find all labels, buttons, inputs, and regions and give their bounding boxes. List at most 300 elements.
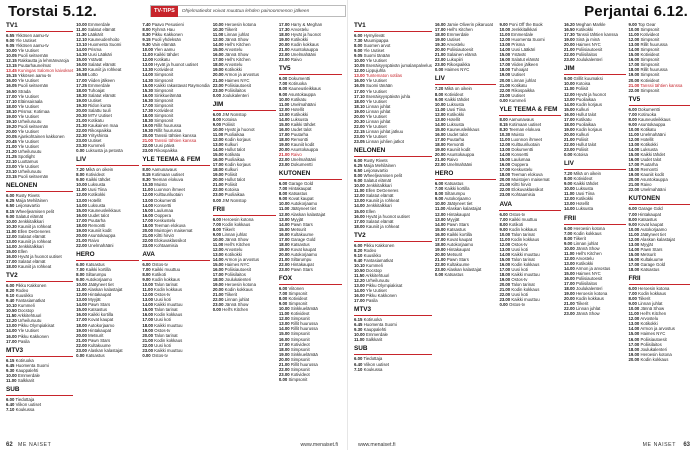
program-time: 14.00 (563, 101, 575, 107)
program-title: Rillit huurussa (290, 361, 318, 367)
program-title: Teeman elokuva (511, 172, 543, 178)
program-title: Kotivideot (573, 176, 593, 182)
program-title: Hotellit (575, 201, 590, 207)
program-time: 11.00 (76, 187, 87, 193)
program-time: 20.00 (628, 177, 640, 183)
program-title: Kodin korjaus (575, 101, 602, 107)
channel-heading: FRII (629, 275, 691, 285)
program-time: 23.00 (563, 147, 575, 153)
program-title: Pikku Kakkonen (151, 32, 183, 38)
program-title: Kauneusleikkaus (88, 207, 121, 213)
program-title: Garage Gold (290, 236, 316, 242)
program-time: 11.00 (142, 52, 153, 58)
program-title: Garage Gold (638, 206, 663, 212)
program-time: 17.00 (628, 341, 640, 347)
program-time: 9.00 (142, 277, 151, 283)
program-title: Salainen elämä (446, 52, 477, 58)
program-title: Rillit huurussa (640, 67, 668, 73)
program-title: Simpsonit (290, 331, 310, 337)
program-time: 10.00 (212, 22, 224, 27)
program-title: Armon ja arvostus (640, 326, 675, 332)
program-time: 21.00 (76, 117, 87, 123)
program-time: 23.00 (76, 347, 87, 353)
program-time: 0.00 (434, 272, 444, 278)
program-title: Paavo Pesusieni (151, 22, 184, 27)
program-title: Kaikki muuttuu (509, 216, 538, 222)
program-title: Kodin kokkaus (509, 226, 537, 232)
program-title: Luonnon ihmeet (511, 136, 542, 142)
program-time: 18.10 (354, 103, 365, 109)
program-title: Simpsonit (640, 47, 660, 53)
program-time: 23.00 (434, 267, 446, 273)
program-time: 17.00 (434, 236, 446, 242)
program-title: Autokorjaamo (85, 277, 113, 283)
program-time: 14.00 (563, 265, 575, 271)
program-title: Tanssii tähtien kanssa (154, 138, 197, 144)
program-time: 18.30 (142, 117, 154, 123)
program-title: Uutiset (446, 37, 461, 43)
program-title: Metsurit (640, 251, 656, 257)
program-title: Kaikki muuttuu (154, 347, 183, 353)
program-time: 13.00 (628, 321, 640, 327)
program-title: Kovat kaupat (290, 246, 316, 252)
program-time: 18.00 (628, 346, 640, 352)
channel-heading: YLE TEEMA & FEM (499, 106, 561, 116)
program-time: 15.00 (499, 256, 511, 262)
program-time: 8.30 (499, 126, 508, 132)
program-time: 14.00 (76, 202, 87, 208)
program-time: 17.00 (142, 217, 154, 223)
program-time: 17.00 (354, 88, 365, 94)
program-time: 21.00 (6, 144, 17, 150)
program-title: Kaikki muuttuu (511, 297, 540, 303)
program-title: Kotikokki (88, 192, 106, 198)
program-listing (354, 139, 432, 144)
program-time: 20.30 (76, 112, 87, 118)
program-title: Uusi Tiina (575, 191, 595, 197)
program-time: 23.00 (142, 242, 154, 248)
program-title: Heroesin kotona (224, 282, 256, 288)
program-time: 16.50 (563, 27, 575, 33)
program-title: Luksusta (575, 186, 594, 192)
program-time: 9.00 (212, 121, 222, 127)
program-time: 7.00 (563, 230, 573, 236)
program-title: Kotivideot (154, 107, 174, 113)
program-time: 23.00 (563, 311, 575, 317)
program-time: 22.00 (278, 261, 290, 267)
program-time: 11.00 (499, 136, 510, 142)
left-page-header (0, 2, 348, 22)
program-time: 8.00 (434, 91, 444, 97)
program-title: Jäätyneet tiet (446, 201, 473, 207)
program-title: Leijonavartio (15, 203, 40, 209)
program-time: 15.00 (628, 152, 640, 158)
program-title: Puoliaikaa (224, 192, 245, 198)
program-time: 6.00 (354, 158, 363, 164)
program-title: Linnan juhlat (573, 240, 598, 246)
program-time: 13.00 (434, 216, 446, 222)
program-title: Kaukainen maa (88, 122, 118, 128)
program-title: Uudet talot (290, 126, 312, 132)
listing-column (279, 22, 342, 435)
program-title: Pasila (17, 338, 30, 344)
program-title: Salatut elämät (87, 27, 116, 33)
program-time: 10.00 (499, 231, 511, 237)
program-time: 13.00 (212, 141, 224, 147)
program-time: 17.00 (6, 338, 17, 344)
program-time: 17.00 (354, 218, 365, 224)
program-time: 17.00 (628, 62, 640, 68)
program-title: Hintakaupat (638, 211, 662, 217)
program-title: Asuntokauppa (87, 232, 116, 238)
program-time: 17.30 (563, 32, 575, 38)
program-title: Kotoisa (222, 116, 237, 122)
program-title: Uusi koti (154, 297, 171, 303)
program-title: Katsastus (85, 261, 105, 267)
program-title: Kotikoti (509, 221, 524, 227)
program-listing (435, 272, 497, 277)
program-time: 12.00 (142, 292, 154, 298)
program-title: Itsenäisyyspäivän juhla (365, 93, 411, 99)
program-listing (564, 57, 626, 62)
program-title: Kauniit kodit (640, 172, 664, 178)
program-time: 17.00 (278, 341, 290, 347)
program-title: Urheiluruutu (365, 278, 390, 284)
program-time: 13.00 (434, 116, 446, 122)
program-time: 17.00 (142, 102, 154, 108)
program-time: 7.10 (354, 366, 363, 372)
program-title: Arkkitehtuuri (17, 313, 42, 319)
program-time: 12.00 (278, 106, 290, 112)
program-title: Kotivideot (290, 371, 310, 377)
channel-heading: TV1 (6, 22, 73, 32)
program-title: Ystävät (511, 52, 526, 58)
program-time: 16.00 (142, 212, 154, 218)
program-title: Myyjät (290, 216, 304, 222)
program-title: Hintakaupat (288, 186, 312, 192)
program-title: Poliisit (575, 86, 589, 92)
program-title: Urheiluruutu (17, 169, 42, 175)
program-time: 9.00 (212, 231, 222, 237)
listing-column (629, 22, 691, 435)
channel-heading: SUB (354, 345, 432, 355)
program-time: 10.10 (354, 262, 365, 268)
program-title: Ellen (17, 248, 28, 254)
program-title: Jamie Oliverin pikaruoat (446, 22, 493, 27)
program-title: Simpsonit (640, 62, 660, 68)
program-time: 16.00 (212, 267, 224, 273)
program-time: 20.00 (142, 133, 154, 139)
program-title: Kotikokki (640, 321, 658, 327)
program-title: Pawn Stars (446, 221, 469, 227)
program-time: 12.00 (563, 91, 575, 97)
program-time: 16.00 (354, 213, 365, 219)
program-title: Uusi koti (511, 267, 528, 273)
program-title: Uusi koti (511, 292, 528, 298)
program-title: Kotikokki (290, 111, 309, 117)
program-time: 11.00 (434, 206, 446, 212)
program-title: Poliisit (224, 182, 238, 188)
program-time: 20.00 (499, 282, 511, 288)
program-time: 21.00 (563, 47, 575, 53)
program-time: 17.25 (76, 82, 87, 88)
program-title: Kaikki tähdet (444, 96, 470, 102)
program-time: 10.00 (354, 183, 365, 189)
program-time: 22.00 (76, 127, 87, 133)
program-title: Elokuvaklassikot (511, 187, 544, 193)
program-title: Itsenäisyyspäivän jumalanpalvelus (365, 63, 432, 69)
program-title: Kovat kaupat (638, 221, 664, 227)
program-title: Kotiruoka (638, 111, 657, 117)
program-title: Poliisiautoesit (575, 47, 603, 53)
program-title: Kauppalehti (363, 327, 387, 333)
program-title: Keskustelu (154, 217, 176, 223)
program-title: Rillit huurussa (290, 321, 318, 327)
program-time: 8.30 (142, 177, 151, 183)
program-time: 8.00 (628, 296, 637, 302)
program-title: Pikku Kakkonen (17, 333, 49, 339)
program-title: Wheeljeamisen pelit (363, 173, 403, 179)
program-title: Tiikerit (224, 292, 238, 298)
left-site: www.menaiset.fi (300, 442, 338, 448)
program-time: 13.00 (499, 42, 511, 48)
program-time: 19.00 (563, 126, 575, 132)
program-title: Mikä on oikein (573, 171, 602, 177)
channel-heading: KUTONEN (279, 170, 342, 180)
program-time: 21.00 (142, 337, 154, 343)
program-title: Kaikki muuttuu (154, 322, 183, 328)
program-time: 6.15 (6, 357, 15, 363)
program-title: Heroesin kotona (573, 225, 605, 231)
program-time: 17.00 (212, 272, 224, 278)
program-time: 19.00 (278, 246, 290, 252)
program-title: Fantasiamatkat (363, 257, 393, 263)
program-time: 12.00 (6, 233, 17, 239)
program-title: Hullut talot (575, 111, 597, 117)
program-title: Lukupiiri (446, 57, 463, 63)
program-title: Kultakuume (446, 261, 470, 267)
program-title: Poliisit (575, 147, 589, 153)
program-title: Yle Uutiset (17, 138, 39, 144)
program-title: Huomenta Suomi (363, 322, 397, 328)
program-title: Ooppera (154, 212, 172, 218)
program-title: Hintakaupat (446, 211, 470, 217)
program-time: 11.00 (434, 106, 446, 112)
program-title: Haimes NYC (640, 331, 666, 337)
program-title: Haimes NYC (224, 77, 250, 83)
program-title: Kultakuume (290, 231, 314, 237)
program-title: Rillit huurussa (154, 122, 182, 128)
program-time: 16.00 (76, 312, 87, 318)
channel-heading: MTV3 (354, 306, 432, 316)
program-time: 0.00 (434, 67, 444, 73)
program-time: 19.30 (434, 42, 446, 48)
program-time: 12.00 (354, 68, 365, 74)
program-title: Kaikki muuttuu (151, 267, 181, 273)
program-time: 11.00 (499, 236, 510, 242)
program-title: Puutarha (290, 131, 309, 137)
program-title: Kotivideot (640, 32, 660, 38)
program-title: Katsastus (85, 352, 105, 358)
program-time: 10.00 (6, 372, 17, 378)
program-time: 15.00 (499, 52, 511, 58)
program-time: 10.05 (354, 63, 365, 69)
program-time: 23.05 (354, 138, 365, 144)
program-title: Sinkkuelämää (290, 306, 318, 312)
program-title: Salatut elämät (88, 92, 116, 98)
program-time: 7.00 (278, 186, 288, 192)
program-time: 9.00 (6, 213, 15, 219)
program-title: Jännä Show (224, 52, 249, 58)
program-title: Arvostelu (224, 246, 243, 252)
program-title: Simpsonit (288, 376, 308, 382)
program-time: 19.00 (563, 291, 575, 297)
program-time: 11.00 (628, 32, 640, 38)
program-time: 10.50 (6, 308, 17, 314)
program-title: Simpsonit (290, 356, 310, 362)
program-title: Kodin korjaus (224, 162, 251, 168)
program-time: 0.00 (499, 97, 508, 103)
program-time: 19.00 (76, 97, 87, 103)
program-time: 18.00 (76, 222, 87, 228)
program-time: 10.00 (434, 101, 446, 107)
program-time: 8.00 (76, 272, 85, 278)
program-title: Uusi Lääkäri (88, 52, 113, 58)
program-time: 16.00 (628, 336, 640, 342)
program-time: 23.00 (278, 57, 290, 63)
program-time: 18.00 (278, 346, 290, 352)
program-time: 8.00 (354, 43, 363, 49)
program-title: Simpsonit (288, 301, 308, 307)
program-time: 7.20 (563, 171, 573, 177)
program-time: 15.00 (212, 47, 224, 53)
program-title: Joulukalenteri (222, 92, 249, 98)
program-time: 22.00 (434, 57, 446, 63)
program-time: 0.00 (76, 352, 85, 358)
program-time: 12.00 (563, 255, 575, 261)
program-time: 0.00 (212, 307, 222, 313)
program-title: Yle Uutiset (17, 103, 39, 109)
program-title: Katsastus (288, 191, 308, 197)
program-title: Simpsonit (154, 72, 174, 78)
program-title: Simpsonit (290, 336, 310, 342)
program-time: 16.00 (499, 261, 511, 267)
program-time: 19.00 (628, 351, 640, 357)
program-title: Alaskan kalastajat (446, 267, 482, 273)
program-listing (279, 162, 342, 167)
program-time: 6.15 (354, 317, 363, 323)
program-title: Siltarumpu (290, 256, 312, 262)
program-title: Hell's Kitchen (224, 42, 251, 48)
program-time: 17.00 (6, 93, 17, 99)
program-time: 20.00 (354, 113, 365, 119)
program-time: 10.00 (354, 58, 365, 64)
program-time: 7.20 (434, 86, 444, 92)
program-time: 12.15 (6, 58, 17, 64)
program-title: Kummeli (88, 143, 105, 149)
program-title: Remontti (88, 222, 106, 228)
program-title: Vain elämää (151, 42, 176, 48)
program-listing (6, 378, 73, 383)
channel-heading: JIM (564, 65, 626, 75)
program-time: 21.00 (434, 52, 446, 58)
program-title: Jäätyneet tiet (88, 282, 114, 288)
program-title: Puutarha (88, 217, 106, 223)
program-time: 20.00 (278, 356, 290, 362)
program-listing (354, 367, 432, 372)
program-title: Ystävät (88, 57, 103, 63)
program-time: 18.00 (142, 112, 154, 118)
program-time: 19.00 (434, 37, 446, 43)
program-title: Poliisit (575, 136, 589, 142)
program-time: 17.00 (6, 258, 17, 264)
program-title: Muistojen maisemat (154, 227, 193, 233)
program-time: 20.00 (628, 77, 640, 83)
program-listing (629, 357, 691, 362)
program-time: 20.00 (76, 107, 87, 113)
program-time: 14.00 (278, 326, 290, 332)
channel-heading: KUTONEN (629, 195, 691, 205)
program-title: Hell's Kitchen (224, 241, 251, 247)
program-title: Kotikoti (151, 272, 166, 278)
program-time: 23.00 (499, 192, 511, 198)
program-time: 16.00 (6, 253, 17, 259)
program-title: Kotoisa (575, 81, 591, 87)
program-title: Siltarumpu (444, 191, 466, 197)
program-title: Kauppalehti (15, 367, 39, 373)
program-time: 23.00 (212, 302, 224, 308)
program-time: 18.00 (6, 103, 17, 109)
program-title: Myyjät (640, 241, 653, 247)
program-title: Simpsonit (640, 27, 660, 33)
program-title: Kauniit ja rohkeat (88, 67, 122, 73)
program-time: 22.00 (628, 187, 640, 193)
program-title: Pawn Stars (446, 256, 469, 262)
program-time: 14.00 (628, 147, 640, 153)
program-title: Yle Uutiset (17, 78, 39, 84)
program-time: 10.30 (499, 131, 511, 137)
program-time: 14.00 (434, 221, 446, 227)
program-title: Kovat kaupat (88, 317, 114, 323)
program-time: 14.00 (212, 147, 224, 153)
program-time: 21.00 (499, 182, 511, 188)
program-title: Tanssii tähtien kanssa (154, 133, 197, 139)
program-time: 19.30 (76, 102, 87, 108)
program-title: Yle Uutiset (365, 123, 387, 129)
program-time: 17.00 (499, 167, 511, 173)
program-title: Ostos-tv (151, 261, 168, 267)
program-title: Dokumentti (288, 76, 311, 82)
program-time: 11.00 (212, 241, 224, 247)
channel-heading: TV5 (629, 96, 691, 106)
program-time: 0.00 (212, 92, 222, 98)
program-time: 8.15 (6, 208, 15, 214)
left-listings (6, 22, 342, 435)
program-time: 11.00 (563, 250, 575, 256)
program-time: 13.00 (354, 198, 365, 204)
program-title: Elokuvaklassikot (154, 237, 187, 243)
program-time: 11.00 (212, 32, 224, 38)
program-time: 19.00 (142, 327, 154, 333)
program-time: 21.25 (6, 154, 17, 160)
program-title: Haimes NYC (575, 270, 601, 276)
program-time: 10.00 (142, 282, 154, 288)
program-time: 22.00 (142, 237, 154, 243)
program-time: 10.00 (499, 27, 511, 33)
program-time: 22.15 (354, 128, 365, 134)
program-title: Linnan juhlat (575, 306, 601, 312)
program-title: Emmerdale (88, 82, 111, 88)
